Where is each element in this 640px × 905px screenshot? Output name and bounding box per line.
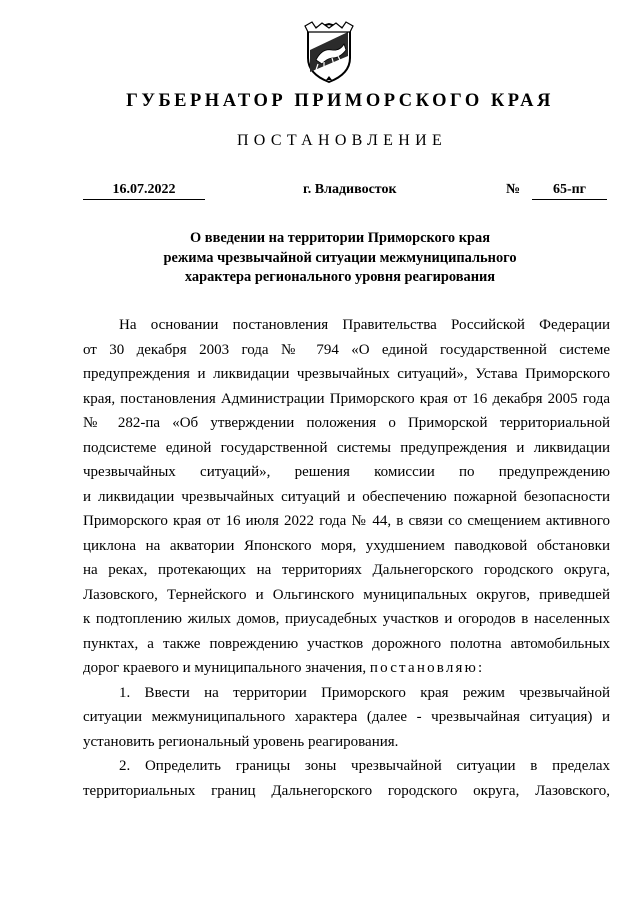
body-line: 1. Ввести на территории Приморского края режим чрезвычайной [119,684,610,701]
body-line: края, постановления Администрации Приморского края от 16 декабря 2005 года [83,390,610,407]
body-line: На основании постановления Правительства Российской Федерации [119,317,610,333]
subject-line: О введении на территории Приморского края [190,230,490,246]
body-line: пунктах, а также повреждению участков дорожного полотна автомобильных [83,635,610,652]
body-line: № 282-па «Об утверждении положения о Приморской территориальной [83,415,610,431]
body-line: установить региональный уровень реагирования. [83,733,399,750]
subject-line: характера регионального уровня реагирования [184,269,496,285]
document-subject [0,229,640,288]
document-meta-row [0,182,640,204]
body-line: от 30 декабря 2003 года № 794 «О единой государственной системе [83,341,610,358]
document-body [83,313,610,803]
document-type: ПОСТАНОВЛЕНИЕ [236,132,448,149]
body-line: циклона на акватории Японского моря, ухудшением паводковой обстановки [83,537,610,554]
body-line: 2. Определить границы зоны чрезвычайной ситуации в пределах [119,758,610,774]
body-line: чрезвычайных ситуаций», решения комиссии по предупреждению [83,464,610,480]
body-line: к подтоплению жилых домов, приусадебных участков и огородов в населенных [83,611,610,627]
document-number: 65-пг [532,182,607,200]
document-date: 16.07.2022 [83,182,205,200]
body-line: и ликвидации чрезвычайных ситуаций и обеспечению пожарной безопасности [83,488,610,505]
number-sign: № [506,182,521,197]
body-line: предупреждения и ликвидации чрезвычайных ситуаций», Устава Приморского [83,366,610,382]
body-line: на реках, протекающих на территориях Дальнегорского городского округа, [83,562,610,578]
body-line: подсистеме единой государственной системы предупреждения и ликвидации [83,439,610,456]
body-line: ситуации межмуниципального характера (далее - чрезвычайная ситуация) и [83,709,610,725]
body-line-text: дорог краевого и муниципального значения, [83,660,367,676]
body-line: территориальных границ Дальнегорского городского округа, Лазовского, [83,782,610,799]
body-line [83,656,610,681]
coat-of-arms-emblem [302,20,356,84]
document-city: г. Владивосток [303,182,397,197]
subject-line: режима чрезвычайной ситуации межмуниципального [163,249,517,266]
body-line: Приморского края от 16 июля 2022 года № 44, в связи со смещением активного [83,513,610,529]
governor-title: ГУБЕРНАТОР ПРИМОРСКОГО КРАЯ [126,91,554,111]
body-line: Лазовского, Тернейского и Ольгинского муниципальных округов, приведшей [83,586,610,603]
decree-word: постановляю: [369,660,485,676]
